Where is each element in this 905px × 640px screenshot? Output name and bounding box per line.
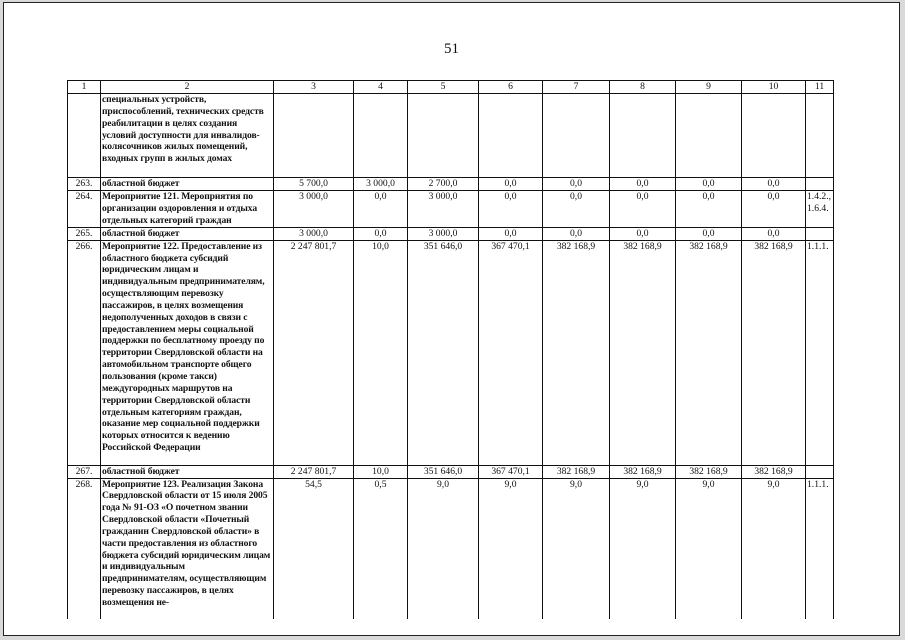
row-number: 267. — [68, 465, 101, 478]
header-row — [68, 81, 834, 94]
target-code: 1.4.2., 1.6.4. — [806, 190, 834, 227]
page-number: 51 — [444, 41, 459, 57]
row-description: областной бюджет — [101, 178, 274, 191]
value-cell: 0,0 — [676, 178, 742, 191]
value-cell: 0,0 — [354, 190, 408, 227]
row-description: специальных устройств, приспособлений, технических средств реабилитации в целях создания условий доступности для инвалидов-колясочников жилых помещений, входных групп в жилых домах — [101, 94, 274, 178]
value-cell: 351 646,0 — [408, 240, 479, 465]
row-number: 266. — [68, 240, 101, 465]
header-cell: 4 — [354, 81, 408, 94]
row-description: Мероприятие 122. Предоставление из областного бюджета субсидий юридическим лицам и индивидуальным предпринимателям, осуществляющим перевозку пассажиров, в целях возмещения недополученных доходов в связи с предоставлением меры социальной поддержки по бесплатному проезду по территории Свердловской области на автомобильном транспорте общего пользования (кроме такси) междугородных маршрутов на территории Свердловской области отдельным категориям граждан, оказание мер социальной поддержки которых относится к ведению Российской Федерации — [101, 240, 274, 465]
value-cell: 3 000,0 — [408, 190, 479, 227]
value-cell: 367 470,1 — [479, 465, 543, 478]
value-cell: 0,0 — [742, 190, 806, 227]
header-cell: 1 — [68, 81, 101, 94]
value-cell: 9,0 — [479, 478, 543, 619]
target-code: 1.1.1. — [806, 240, 834, 465]
target-code — [806, 178, 834, 191]
table-row — [68, 465, 834, 478]
row-number: 268. — [68, 478, 101, 619]
value-cell: 0,5 — [354, 478, 408, 619]
target-code: 1.1.1. — [806, 478, 834, 619]
value-cell: 9,0 — [543, 478, 610, 619]
value-cell — [354, 94, 408, 178]
table-row — [68, 478, 834, 619]
header-cell: 10 — [742, 81, 806, 94]
value-cell: 382 168,9 — [610, 465, 676, 478]
value-cell — [274, 94, 354, 178]
value-cell: 382 168,9 — [610, 240, 676, 465]
header-cell: 2 — [101, 81, 274, 94]
value-cell: 0,0 — [676, 227, 742, 240]
target-code — [806, 94, 834, 178]
value-cell — [742, 94, 806, 178]
value-cell: 0,0 — [543, 227, 610, 240]
budget-table — [67, 80, 834, 619]
value-cell: 0,0 — [610, 227, 676, 240]
value-cell: 10,0 — [354, 240, 408, 465]
value-cell: 5 700,0 — [274, 178, 354, 191]
value-cell: 2 700,0 — [408, 178, 479, 191]
value-cell — [543, 94, 610, 178]
value-cell: 0,0 — [543, 190, 610, 227]
value-cell: 9,0 — [676, 478, 742, 619]
header-cell: 6 — [479, 81, 543, 94]
value-cell: 3 000,0 — [274, 227, 354, 240]
value-cell: 3 000,0 — [354, 178, 408, 191]
value-cell: 2 247 801,7 — [274, 465, 354, 478]
value-cell: 382 168,9 — [742, 240, 806, 465]
value-cell: 0,0 — [479, 227, 543, 240]
value-cell: 10,0 — [354, 465, 408, 478]
value-cell: 54,5 — [274, 478, 354, 619]
table-row — [68, 94, 834, 178]
value-cell: 9,0 — [742, 478, 806, 619]
header-cell: 9 — [676, 81, 742, 94]
value-cell: 9,0 — [610, 478, 676, 619]
value-cell: 9,0 — [408, 478, 479, 619]
table-row — [68, 178, 834, 191]
row-description: областной бюджет — [101, 465, 274, 478]
value-cell: 0,0 — [479, 178, 543, 191]
value-cell: 0,0 — [610, 178, 676, 191]
value-cell: 382 168,9 — [543, 465, 610, 478]
row-description: Мероприятие 121. Мероприятия по организации оздоровления и отдыха отдельных категорий граждан — [101, 190, 274, 227]
row-number: 264. — [68, 190, 101, 227]
value-cell: 0,0 — [543, 178, 610, 191]
value-cell: 367 470,1 — [479, 240, 543, 465]
value-cell: 0,0 — [354, 227, 408, 240]
value-cell: 0,0 — [676, 190, 742, 227]
header-cell: 3 — [274, 81, 354, 94]
row-number — [68, 94, 101, 178]
row-description: Мероприятие 123. Реализация Закона Свердловской области от 15 июля 2005 года № 91-ОЗ «О почетном звании Свердловской области «Почетный гражданин Свердловской области» в части предоставления из областного бюджета субсидий юридическим лицам и индивидуальным предпринимателям, осуществляющим перевозку пассажиров, в целях возмещения не- — [101, 478, 274, 619]
value-cell: 351 646,0 — [408, 465, 479, 478]
table-row — [68, 190, 834, 227]
value-cell — [676, 94, 742, 178]
value-cell: 0,0 — [610, 190, 676, 227]
header-cell: 5 — [408, 81, 479, 94]
value-cell: 382 168,9 — [676, 465, 742, 478]
value-cell: 3 000,0 — [274, 190, 354, 227]
document-page — [3, 2, 900, 636]
value-cell: 0,0 — [742, 178, 806, 191]
value-cell: 382 168,9 — [742, 465, 806, 478]
table-row — [68, 227, 834, 240]
value-cell — [610, 94, 676, 178]
value-cell — [479, 94, 543, 178]
value-cell: 3 000,0 — [408, 227, 479, 240]
value-cell: 0,0 — [742, 227, 806, 240]
header-cell: 8 — [610, 81, 676, 94]
value-cell: 2 247 801,7 — [274, 240, 354, 465]
row-number: 265. — [68, 227, 101, 240]
value-cell: 382 168,9 — [543, 240, 610, 465]
header-cell: 7 — [543, 81, 610, 94]
row-number: 263. — [68, 178, 101, 191]
value-cell: 382 168,9 — [676, 240, 742, 465]
table-row — [68, 240, 834, 465]
target-code — [806, 465, 834, 478]
value-cell: 0,0 — [479, 190, 543, 227]
target-code — [806, 227, 834, 240]
value-cell — [408, 94, 479, 178]
row-description: областной бюджет — [101, 227, 274, 240]
header-cell: 11 — [806, 81, 834, 94]
